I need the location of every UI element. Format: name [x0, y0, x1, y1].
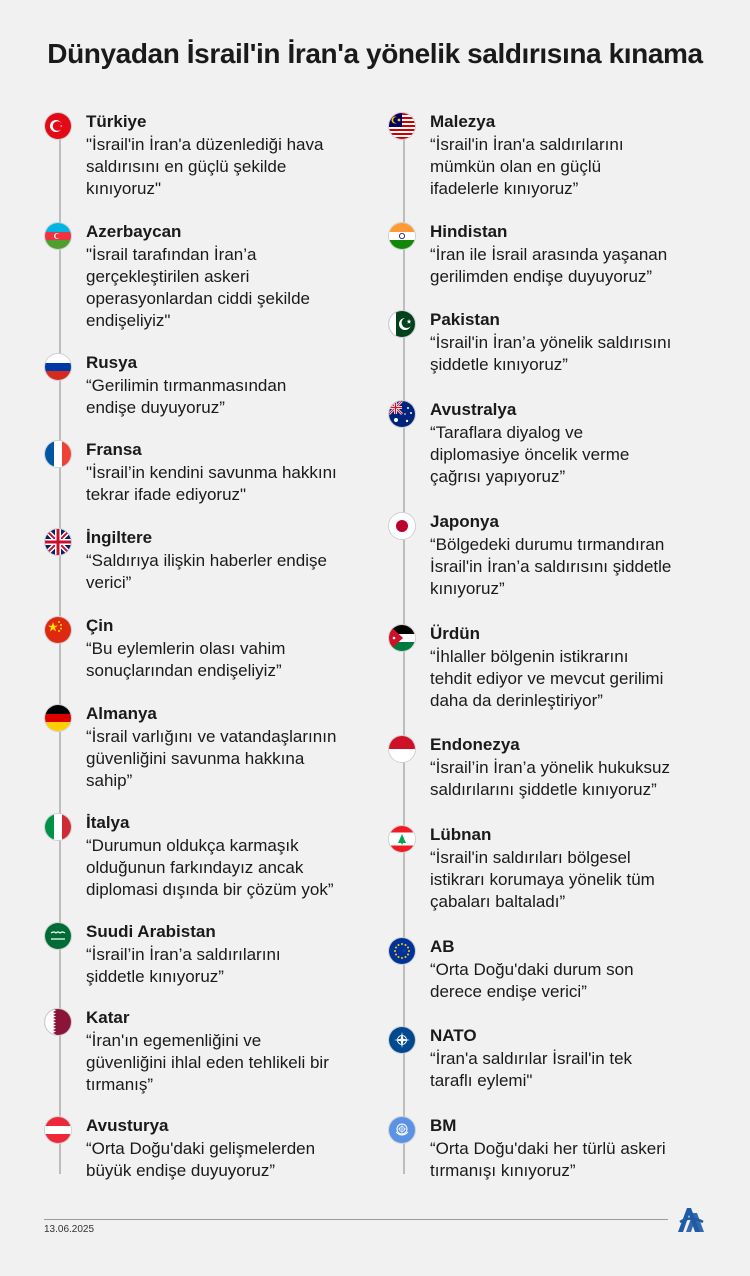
jordan-flag-icon [388, 624, 416, 652]
quote-text: "İsrail’in kendini savunma hakkını tekrar ifade ediyoruz" [86, 463, 337, 504]
country-name: Çin [86, 616, 114, 635]
country-name: Rusya [86, 353, 138, 372]
quote-text: “İhlaller bölgenin istikrarını tehdit ediyor ve mevcut gerilimi daha da derinleştiriyor” [430, 647, 664, 710]
date-label: 13.06.2025 [44, 1224, 95, 1235]
quote-text: “İsrail’in İran’a saldırılarını şiddetle kınıyoruz” [86, 945, 281, 986]
country-name: Fransa [86, 440, 142, 459]
country-name: Azerbaycan [86, 222, 182, 241]
page-title: Dünyadan İsrail'in İran'a yönelik saldırısına kınama [47, 38, 703, 69]
pakistan-flag-icon [388, 310, 416, 338]
saudi-arabia-flag-icon [44, 922, 72, 950]
quote-text: “Saldırıya ilişkin haberler endişe verici” [86, 551, 327, 592]
germany-flag-icon [44, 704, 72, 732]
quote-text: “Taraflara diyalog ve diplomasiye öncelik verme çağrısı yapıyoruz” [430, 423, 630, 486]
country-name: BM [430, 1116, 457, 1135]
austria-flag-icon [44, 1116, 72, 1144]
aa-logo-icon [676, 1205, 706, 1233]
turkey-flag-icon [44, 112, 72, 140]
country-name: Almanya [86, 704, 157, 723]
quote-text: “Bu eylemlerin olası vahim sonuçlarından endişeliyiz” [86, 639, 286, 680]
india-flag-icon [388, 222, 416, 250]
quote-text: “İran'ın egemenliğini ve güvenliğini ihlal eden tehlikeli bir tırmanış” [86, 1031, 329, 1094]
country-name: Katar [86, 1008, 130, 1027]
quote-text: “İsrail varlığını ve vatandaşlarının güvenliğini savunma hakkına sahip” [86, 727, 337, 790]
country-name: Türkiye [86, 112, 147, 131]
country-name: NATO [430, 1026, 477, 1045]
italy-flag-icon [44, 813, 72, 841]
country-name: Malezya [430, 112, 496, 131]
country-name: İngiltere [86, 528, 153, 547]
nato-flag-icon [388, 1026, 416, 1054]
eu-flag-icon [388, 937, 416, 965]
malaysia-flag-icon [388, 112, 416, 140]
azerbaijan-flag-icon [44, 222, 72, 250]
qatar-flag-icon [44, 1008, 72, 1036]
footer-divider [44, 1219, 668, 1220]
quote-text: “İsrail'in İran’a yönelik saldırısını şiddetle kınıyoruz” [430, 333, 672, 374]
uk-flag-icon [44, 528, 72, 556]
country-name: İtalya [86, 813, 130, 832]
russia-flag-icon [44, 353, 72, 381]
country-name: Lübnan [430, 825, 492, 844]
country-name: Japonya [430, 512, 499, 531]
australia-flag-icon [388, 400, 416, 428]
quote-text: “İsrail'in İran'a saldırılarını mümkün olan en güçlü ifadelerle kınıyoruz” [430, 135, 624, 198]
quote-text: “İran'a saldırılar İsrail'in tek taraflı eylemi" [430, 1049, 633, 1090]
country-name: Avusturya [86, 1116, 169, 1135]
lebanon-flag-icon [388, 825, 416, 853]
quote-text: “Durumun oldukça karmaşık olduğunun farkındayız ancak diplomasi dışında bir çözüm yok” [86, 836, 334, 899]
quote-text: “Orta Doğu'daki durum son derece endişe verici” [430, 960, 634, 1001]
quote-text: "İsrail'in İran'a düzenlediği hava saldırısını en güçlü şekilde kınıyoruz" [86, 135, 324, 198]
country-name: Ürdün [430, 624, 481, 643]
japan-flag-icon [388, 512, 416, 540]
country-name: Hindistan [430, 222, 508, 241]
quote-text: “İsrail'in saldırıları bölgesel istikrarı korumaya yönelik tüm çabaları baltaladı” [430, 848, 655, 911]
quote-text: "İsrail tarafından İran’a gerçekleştirilen askeri operasyonlardan ciddi şekilde endişeliyiz" [86, 245, 310, 330]
quote-text: “Orta Doğu'daki her türlü askeri tırmanışı kınıyoruz” [430, 1139, 666, 1180]
un-flag-icon [388, 1116, 416, 1144]
quote-text: “İran ile İsrail arasında yaşanan gerilimden endişe duyuyoruz” [430, 245, 668, 286]
quote-text: “Orta Doğu'daki gelişmelerden büyük endişe duyuyoruz” [86, 1139, 316, 1180]
france-flag-icon [44, 440, 72, 468]
china-flag-icon [44, 616, 72, 644]
quote-text: “İsrail’in İran’a yönelik hukuksuz saldırılarını şiddetle kınıyoruz” [430, 758, 670, 799]
quote-text: “Gerilimin tırmanmasından endişe duyuyoruz” [86, 376, 287, 417]
indonesia-flag-icon [388, 735, 416, 763]
quote-text: “Bölgedeki durumu tırmandıran İsrail'in İran’a saldırısını şiddetle kınıyoruz” [430, 535, 672, 598]
country-name: Avustralya [430, 400, 517, 419]
country-name: AB [430, 937, 455, 956]
country-name: Endonezya [430, 735, 520, 754]
country-name: Suudi Arabistan [86, 922, 216, 941]
country-name: Pakistan [430, 310, 500, 329]
